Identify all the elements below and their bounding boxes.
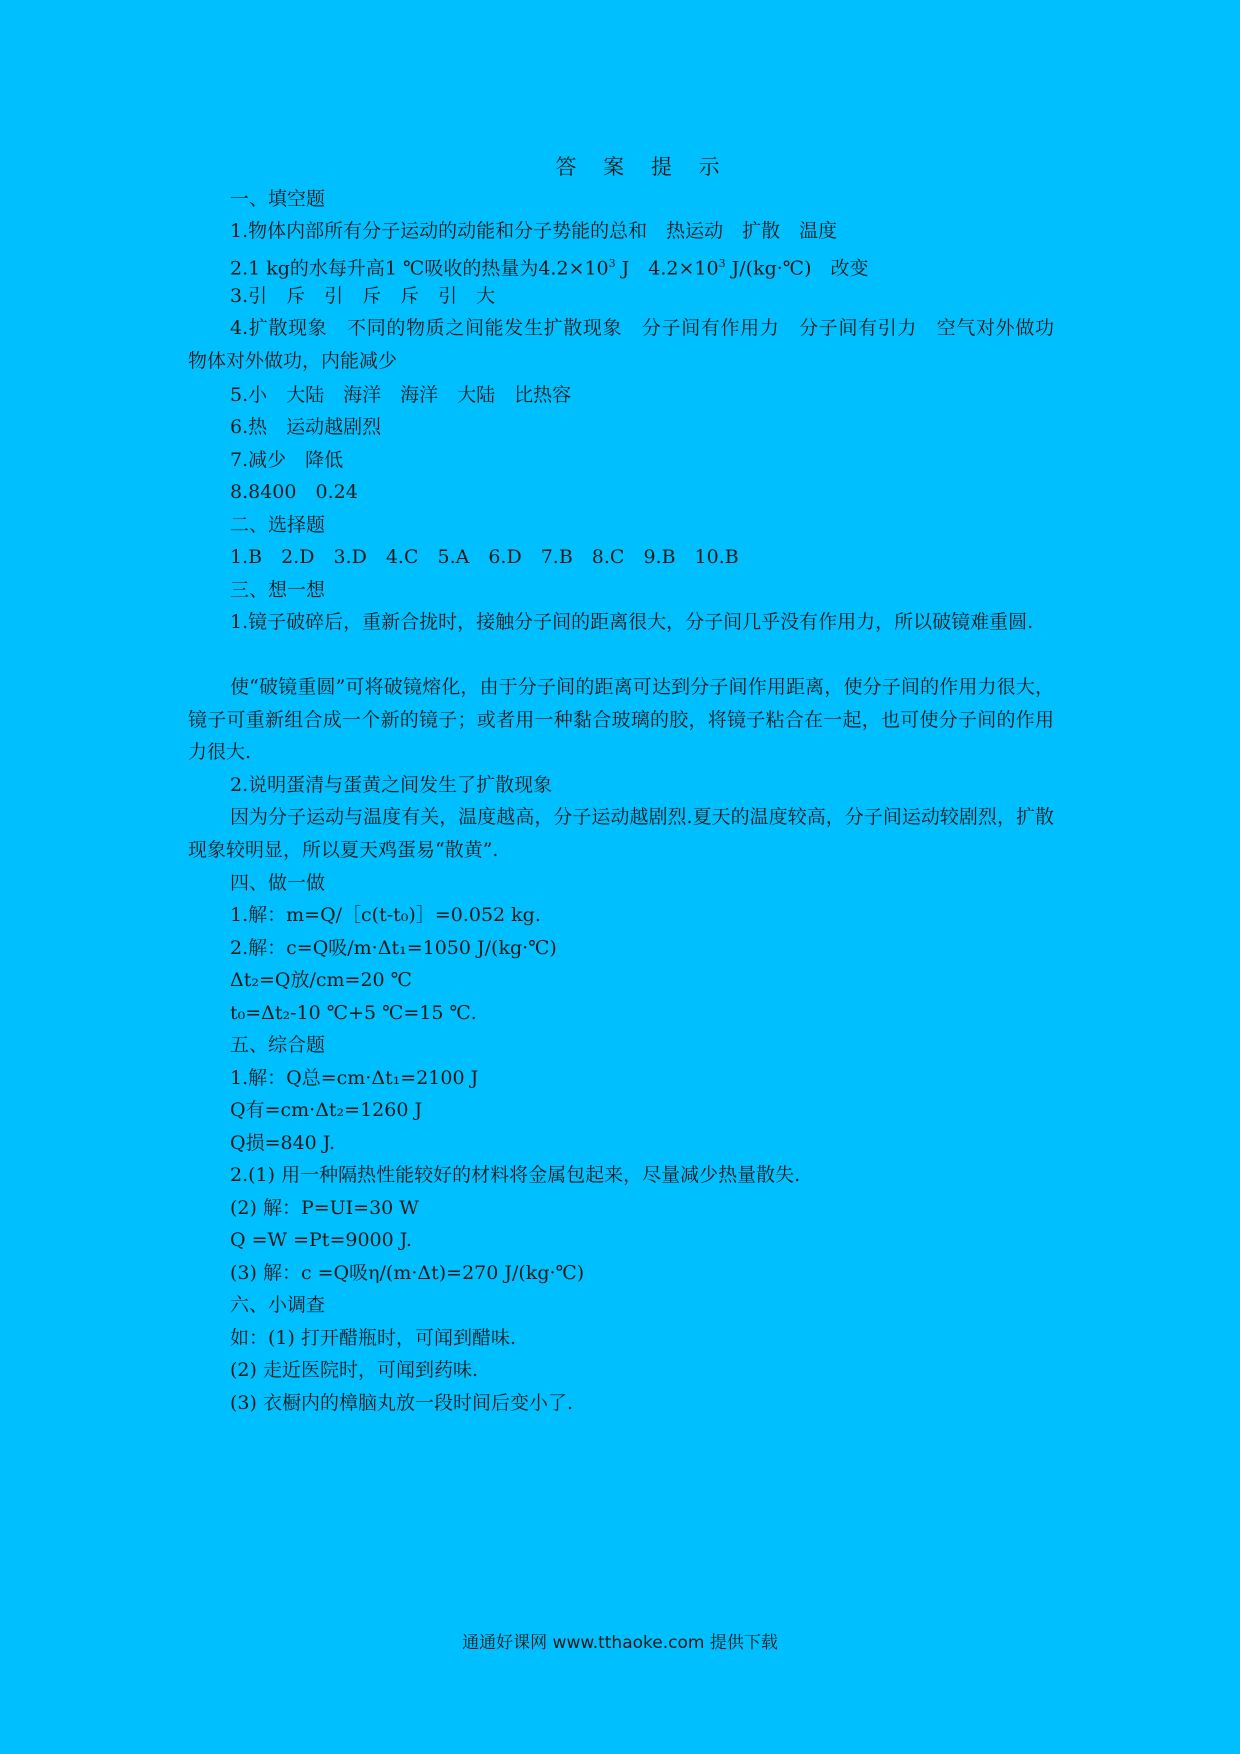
answer-paragraph: 使“破镜重圆”可将破镜熔化，由于分子间的距离可达到分子间作用距离，使分子间的作用力很大，镜子可重新组合成一个新的镜子；或者用一种黏合玻璃的胶，将镜子粘合在一起，也可使分子间的作用力很大. bbox=[188, 676, 1054, 764]
section-heading-comprehensive: 五、综合题 bbox=[230, 1034, 326, 1056]
answer-line: 1.解：m=Q/［c(t-t₀)］=0.052 kg. bbox=[230, 904, 541, 926]
answer-line: Q有=cm·Δt₂=1260 J bbox=[230, 1099, 423, 1121]
answer-line: 1.解：Q总=cm·Δt₁=2100 J bbox=[230, 1067, 479, 1089]
answer-line: Q损=840 J. bbox=[230, 1132, 335, 1154]
footer-credit: 通通好课网 www.tthaoke.com 提供下载 bbox=[462, 1633, 778, 1653]
answer-line: 1.B 2.D 3.D 4.C 5.A 6.D 7.B 8.C 9.B 10.B bbox=[230, 546, 739, 568]
answer-line: Q =W =Pt=9000 J. bbox=[230, 1229, 412, 1251]
answer-paragraph: 4.扩散现象 不同的物质之间能发生扩散现象 分子间有作用力 分子间有引力 空气对外做功 物体对外做功，内能减少 bbox=[188, 317, 1074, 372]
answer-line: (3) 解：c =Q吸η/(m·Δt)=270 J/(kg·℃) bbox=[230, 1262, 585, 1284]
answer-line: 2.说明蛋清与蛋黄之间发生了扩散现象 bbox=[230, 774, 553, 796]
page-title: 答 案 提 示 bbox=[555, 155, 730, 179]
answer-line: (2) 解：P=UI=30 W bbox=[230, 1197, 419, 1219]
section-heading-practice: 四、做一做 bbox=[230, 872, 326, 894]
answer-line: (3) 衣橱内的樟脑丸放一段时间后变小了. bbox=[230, 1392, 573, 1414]
answer-line: 2.解：c=Q吸/m·Δt₁=1050 J/(kg·℃) bbox=[230, 937, 557, 959]
answer-line: 3.引 斥 引 斥 斥 引 大 bbox=[230, 285, 496, 307]
answer-line: 1.物体内部所有分子运动的动能和分子势能的总和 热运动 扩散 温度 bbox=[230, 220, 838, 242]
answer-line: Δt₂=Q放/cm=20 ℃ bbox=[230, 969, 412, 991]
answer-paragraph: 1.镜子破碎后，重新合拢时，接触分子间的距离很大，分子间几乎没有作用力，所以破镜难重圆. bbox=[230, 611, 1034, 633]
section-heading-survey: 六、小调查 bbox=[230, 1294, 326, 1316]
answer-line: 2.1 kg的水每升高1 ℃吸收的热量为$4.2\times 10^3$ J $4.2\times 10^3$ J/(kg·℃) 改变 bbox=[230, 257, 869, 280]
section-heading-think: 三、想一想 bbox=[230, 579, 326, 601]
answer-line: (2) 走近医院时，可闻到药味. bbox=[230, 1359, 478, 1381]
answer-line: 如：(1) 打开醋瓶时，可闻到醋味. bbox=[230, 1327, 516, 1349]
answer-line: 8.8400 0.24 bbox=[230, 481, 358, 503]
answer-line: 2.(1) 用一种隔热性能较好的材料将金属包起来，尽量减少热量散失. bbox=[230, 1164, 801, 1186]
answer-paragraph: 因为分子运动与温度有关，温度越高，分子运动越剧烈.夏天的温度较高，分子间运动较剧烈，扩散现象较明显，所以夏天鸡蛋易“散黄”. bbox=[188, 806, 1054, 861]
section-heading-fill-blank: 一、填空题 bbox=[230, 188, 326, 210]
answer-line: 6.热 运动越剧烈 bbox=[230, 416, 382, 438]
answer-line: t₀=Δt₂-10 ℃+5 ℃=15 ℃. bbox=[230, 1002, 477, 1024]
answer-line: 7.减少 降低 bbox=[230, 449, 344, 471]
section-heading-choice: 二、选择题 bbox=[230, 514, 326, 536]
answer-line: 5.小 大陆 海洋 海洋 大陆 比热容 bbox=[230, 384, 572, 406]
